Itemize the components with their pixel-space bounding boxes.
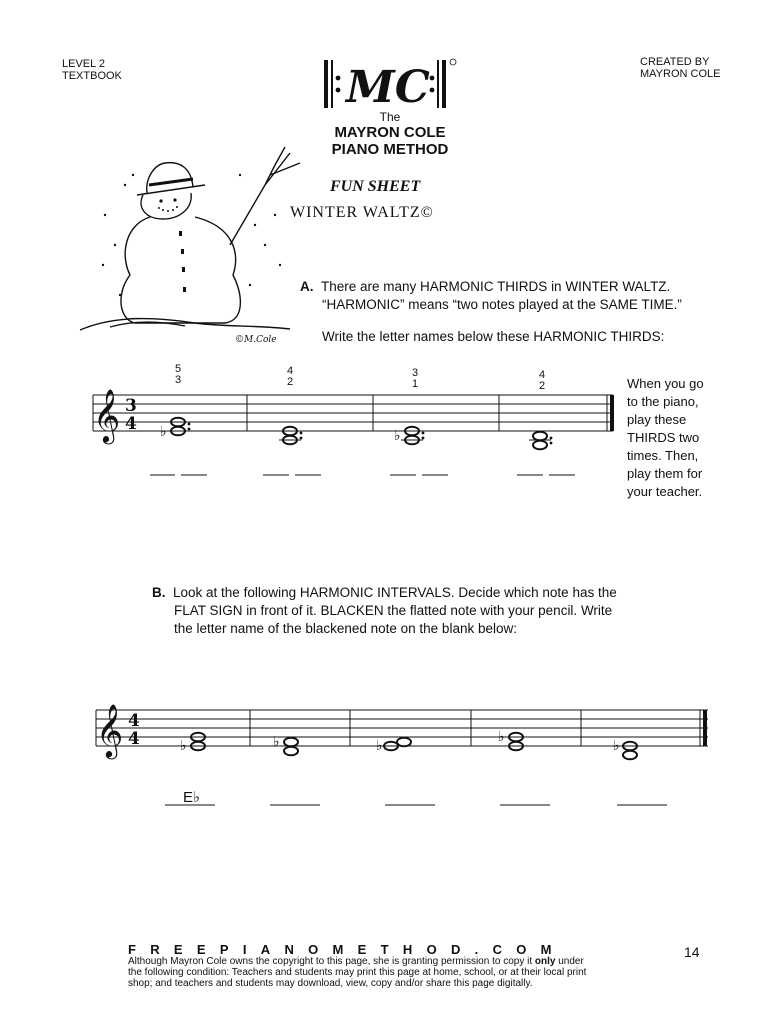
section-a-text [300, 278, 740, 346]
author-label: MAYRON COLE [640, 68, 721, 80]
section-b-line3: the letter name of the blackened note on the blank below: [174, 621, 517, 636]
mc-logo [320, 56, 460, 116]
section-a-letter: A. [300, 279, 314, 294]
section-a-line1: There are many HARMONIC THIRDS in WINTER WALTZ. [321, 279, 671, 294]
section-a-instruction: Write the letter names below these HARMONIC THIRDS: [322, 329, 665, 344]
section-b-letter: B. [152, 585, 166, 600]
svg-text:♭: ♭ [394, 428, 401, 444]
level-label: LEVEL 2 [62, 58, 106, 70]
header-credit [640, 56, 720, 80]
interval-1 [180, 733, 205, 754]
page-number: 14 [684, 944, 700, 960]
brand-the: The [379, 110, 401, 124]
svg-text:♭: ♭ [498, 729, 505, 745]
section-b-line1: Look at the following HARMONIC INTERVALS. Decide which note has the [173, 585, 617, 600]
brand-line2: PIANO METHOD [331, 141, 449, 158]
book-label: TEXTBOOK [62, 70, 122, 82]
header-level [62, 58, 122, 82]
interval-5 [613, 738, 637, 759]
sheet-title: WINTER WALTZ© [290, 204, 434, 221]
treble-clef-icon: 𝄞 [93, 388, 121, 442]
svg-text:♭: ♭ [613, 738, 620, 754]
svg-text:♭: ♭ [376, 738, 383, 754]
chord-4 [529, 432, 552, 450]
logo-text: MC [346, 62, 430, 113]
fingering-3: 3 1 [411, 367, 419, 390]
section-a-line2: “HARMONIC” means “two notes played at the SAME TIME.” [322, 297, 682, 312]
side-note: When you go to the piano, play these THIRDS two times. Then, play them for your teacher. [627, 376, 704, 499]
svg-text:♭: ♭ [160, 424, 167, 440]
staff-a [85, 385, 625, 455]
time-sig-top: 3 [125, 396, 137, 416]
fingering-1: 5 3 [174, 363, 182, 386]
illustration-signature: ©M.Cole [235, 335, 277, 345]
time-sig-bottom: 4 [128, 729, 140, 749]
fun-sheet-label: FUN SHEET [330, 178, 421, 195]
website-text: FREEPIANOMETHOD.COM [128, 942, 566, 957]
treble-clef-icon: 𝄞 [96, 703, 124, 757]
example-answer: E♭ [183, 789, 201, 806]
staff-b [88, 700, 713, 770]
section-b-line2: FLAT SIGN in front of it. BLACKEN the flatted note with your pencil. Write [174, 603, 613, 618]
time-sig-top: 4 [128, 711, 140, 731]
chord-2 [279, 427, 302, 445]
chord-1 [160, 418, 190, 440]
chord-3 [394, 427, 424, 445]
answer-blanks-a[interactable] [145, 470, 585, 480]
svg-text:♭: ♭ [180, 738, 187, 754]
fingering-4: 4 2 [538, 369, 546, 392]
section-b-text [152, 584, 672, 638]
snowman-illustration [75, 145, 315, 350]
time-sig-bottom: 4 [125, 414, 137, 434]
svg-text:♭: ♭ [273, 734, 280, 750]
interval-4 [498, 729, 523, 750]
fingering-2: 4 2 [286, 365, 294, 388]
copyright-notice: Although Mayron Cole owns the copyright to this page, she is granting permission to copy it only under the following condition: Teachers and students may print this page at home, school, or at their local print shop; and teachers and students may download, view, copy and/or share this page digitally. [128, 956, 587, 989]
brand-line1: MAYRON COLE [334, 124, 446, 141]
answer-blanks-b[interactable] [160, 800, 680, 810]
created-by-label: CREATED BY [640, 56, 710, 68]
brand-block [290, 110, 490, 158]
